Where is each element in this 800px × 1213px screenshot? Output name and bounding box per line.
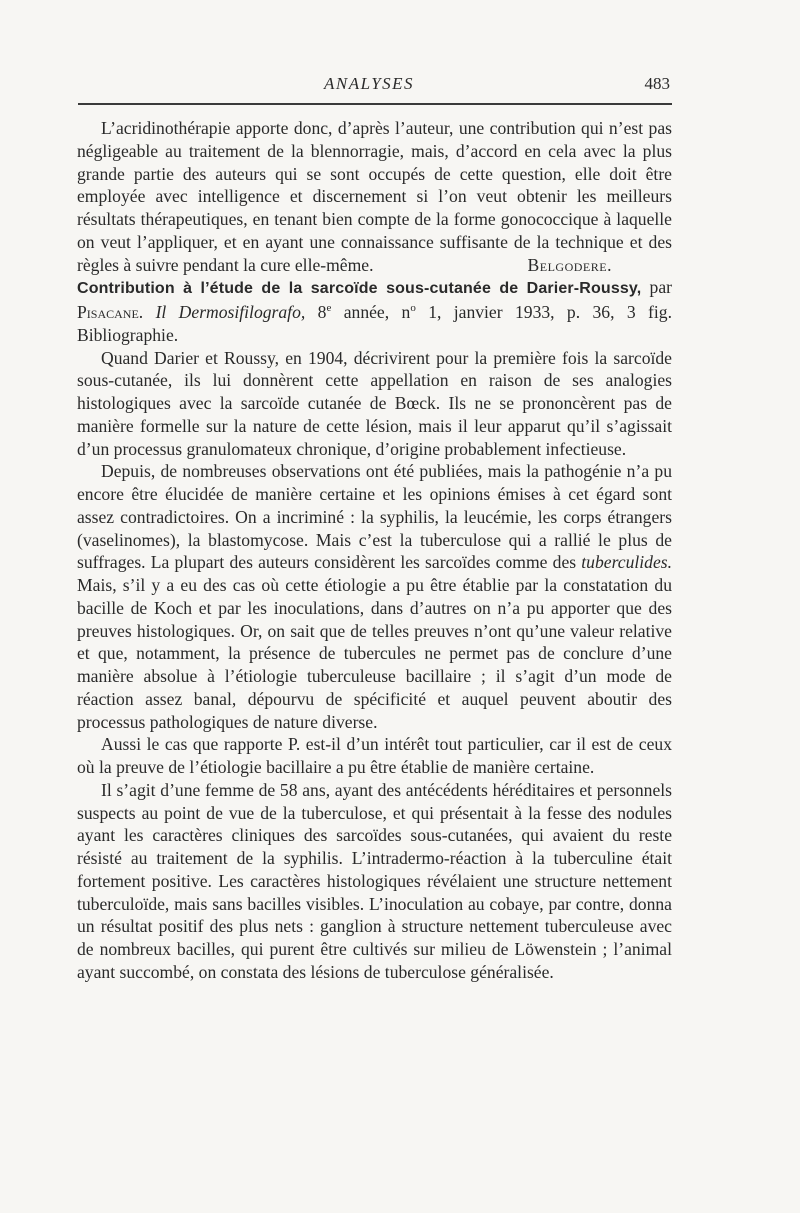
intro-paragraph	[77, 117, 672, 276]
issue-details: 1, janvier 1933, p. 36, 3 fig. Bibliographie.	[77, 302, 672, 345]
issue-superscript: o	[410, 302, 416, 315]
paragraph-2-emphasis: tuberculides.	[581, 552, 672, 573]
article-heading	[77, 276, 672, 346]
edition-superscript: e	[326, 302, 332, 315]
intro-text: L’acridinothérapie apporte donc, d’après l’auteur, une contribution qui n’est pas négligeable au traitement de la blennorragie, mais, d’accord en cela avec la plus grande partie des auteurs qui se sont occupés de cette question, elle doit être employée avec intelligence et discernement si l’on veut obtenir les meilleurs résultats thérapeutiques, en tenant bien compte de la forme gonococcique à laquelle on veut l’appliquer, et en ayant une connaissance suffisante de la technique et des règles à suivre pendant la cure elle-même.	[77, 118, 672, 275]
article-author: Pisacane.	[77, 302, 144, 322]
paragraph-2-part-a: Depuis, de nombreuses observations ont été publiées, mais la pathogénie n’a pu encore être élucidée de manière certaine et les opinions émises à cet égard sont assez contradictoires. On a incriminé : la syphilis, la leucémie, les corps étrangers (vaselinomes), la blastomycose. Mais c’est la tuberculose qui a rallié le plus de suffrages. La plupart des auteurs considèrent les sarcoïdes comme des	[77, 461, 672, 573]
edition-rest: année, n	[343, 302, 411, 322]
article-journal: Il Dermosifilografo,	[155, 302, 306, 322]
header-rule	[78, 103, 672, 105]
reviewer-signature: Belgodere.	[527, 254, 612, 275]
article-par: par	[649, 277, 672, 298]
running-title: ANALYSES	[324, 74, 415, 93]
edition-number: 8	[317, 302, 327, 322]
article-title: Contribution à l’étude de la sarcoïde sous-cutanée de Darier-Roussy,	[77, 280, 642, 298]
paragraph-3: Aussi le cas que rapporte P. est-il d’un intérêt tout particulier, car il est de ceux où la preuve de l’étiologie bacillaire a pu être établie de manière certaine.	[77, 734, 672, 777]
page-number: 483	[644, 74, 670, 93]
paragraph-2	[77, 460, 672, 733]
body-text	[77, 117, 672, 984]
paragraph-2-part-b: Mais, s’il y a eu des cas où cette étiologie a pu être établie par la constatation du bacille de Koch et par les inoculations, dans d’autres on n’a pu apporter que des preuves histologiques. Or, on sait que de telles preuves n’ont qu’une valeur relative et que, notamment, la présence de tubercules ne permet pas de conclure d’une manière absolue à l’étiologie tuberculeuse bacillaire ; il s’agit d’un mode de réaction assez banal, dépourvu de spécificité et auquel peuvent aboutir des processus pathologiques de nature diverse.	[77, 575, 672, 732]
running-header	[78, 74, 670, 100]
paragraph-1: Quand Darier et Roussy, en 1904, décrivirent pour la première fois la sarcoïde sous-cutanée, ils lui donnèrent cette appellation en raison de ses analogies histologiques avec la sarcoïde cutanée de Bœck. Ils ne se prononcèrent pas de manière formelle sur la nature de cette lésion, mais il leur apparut qu’il s’agissait d’un processus granulomateux chronique, d’origine probablement infectieuse.	[77, 347, 672, 459]
paragraph-4: Il s’agit d’une femme de 58 ans, ayant des antécédents héréditaires et personnels suspects au point de vue de la tuberculose, et qui présentait à la fesse des nodules ayant les caractères cliniques des sarcoïdes sous-cutanées, qui avaient du reste résisté au traitement de la syphilis. L’intradermo-réaction à la tuberculine était fortement positive. Les caractères histologiques révélaient une structure nettement tuberculoïde, mais sans bacilles visibles. L’inoculation au cobaye, par contre, donna un résultat positif des plus nets : ganglion à structure nettement tuberculeuse avec de nombreux bacilles, qui purent être cultivés sur milieu de Löwenstein ; l’animal ayant succombé, on constata des lésions de tuberculose généralisée.	[77, 779, 672, 982]
